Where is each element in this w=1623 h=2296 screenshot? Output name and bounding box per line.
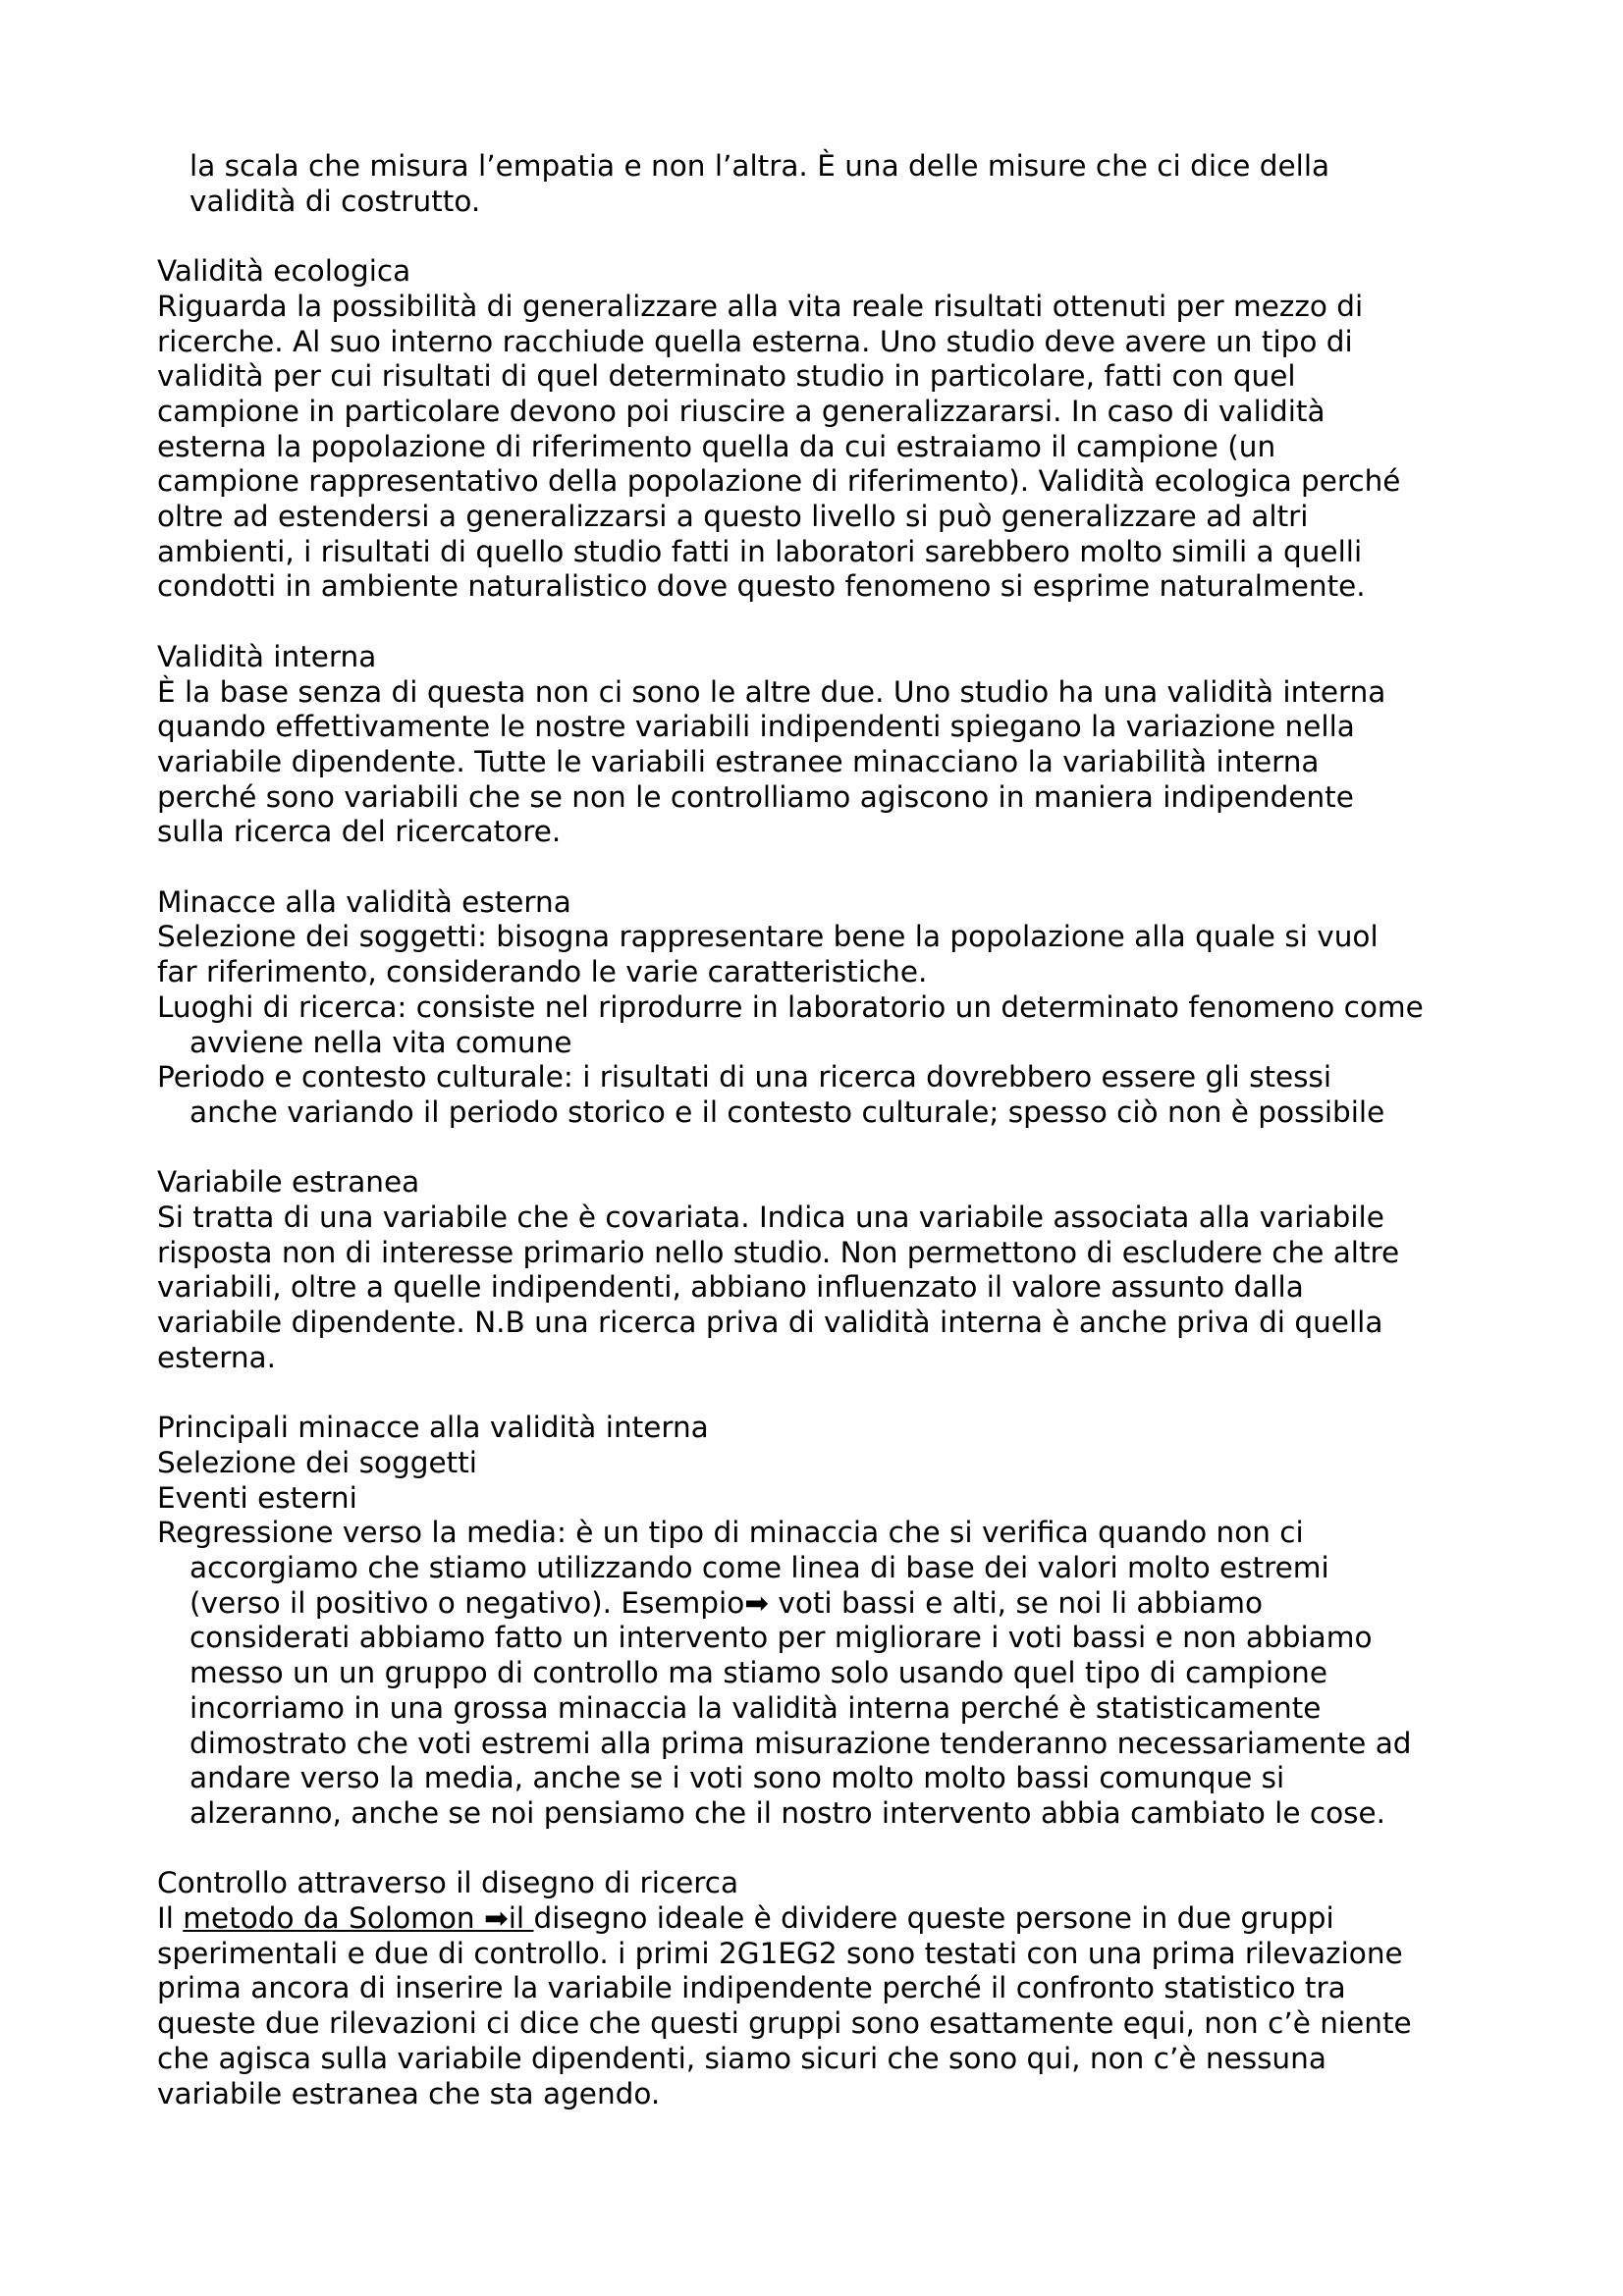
text-line: avviene nella vita comune	[189, 1025, 572, 1059]
text-line: accorgiamo che stiamo utilizzando come linea di base dei valori molto estremi	[189, 1551, 1329, 1585]
text-line: Riguarda la possibilità di generalizzare alla vita reale risultati ottenuti per mezzo di	[157, 289, 1364, 323]
text-line: la scala che misura l’empatia e non l’altra. È una delle misure che ci dice della	[189, 149, 1330, 183]
text-line	[157, 1901, 1492, 1937]
text-line: ambienti, i risultati di quello studio fatti in laboratori sarebbero molto simili a quelli	[157, 534, 1363, 568]
text-line: (verso il positivo o negativo). Esempio➡ voti bassi e alti, se noi li abbiamo	[189, 1585, 1264, 1620]
text-fragment: Il	[157, 1901, 184, 1936]
text-line: dimostrato che voti estremi alla prima misurazione tenderanno necessariamente ad	[189, 1726, 1412, 1760]
section-validita-ecologica	[157, 254, 1492, 605]
text-line: far riferimento, considerando le varie caratteristiche.	[157, 955, 928, 989]
text-line: variabile estranea che sta agendo.	[157, 2076, 661, 2110]
text-line: esterna la popolazione di riferimento quella da cui estraiamo il campione (un	[157, 429, 1276, 463]
text-line: che agisca sulla variabile dipendenti, siamo sicuri che sono qui, non c’è nessuna	[157, 2041, 1326, 2075]
text-line: Selezione dei soggetti: bisogna rappresentare bene la popolazione alla quale si vuol	[157, 920, 1379, 954]
text-line: alzeranno, anche se noi pensiamo che il nostro intervento abbia cambiato le cose.	[189, 1795, 1386, 1830]
text-line: variabili, oltre a quelle indipendenti, abbiano influenzato il valore assunto dalla	[157, 1270, 1304, 1305]
text-line: È la base senza di questa non ci sono le altre due. Uno studio ha una validità interna	[157, 674, 1386, 709]
document-page	[157, 149, 1492, 2111]
section-heading: Principali minacce alla validità interna	[157, 1411, 709, 1445]
text-line: validità per cui risultati di quel determinato studio in particolare, fatti con quel	[157, 359, 1296, 394]
text-line: condotti in ambiente naturalistico dove questo fenomeno si esprime naturalmente.	[157, 569, 1366, 604]
text-line: variabile dipendente. N.B una ricerca priva di validità interna è anche priva di quella	[157, 1306, 1383, 1340]
text-line: prima ancora di inserire la variabile indipendente perché il confronto statistico tra	[157, 1971, 1346, 2005]
intro-paragraph	[157, 149, 1492, 219]
text-line: quando effettivamente le nostre variabili indipendenti spiegano la variazione nella	[157, 710, 1355, 744]
section-minacce-esterna	[157, 885, 1492, 1131]
text-line: perché sono variabili che se non le controlliamo agiscono in maniera indipendente	[157, 779, 1354, 814]
text-line: Regressione verso la media: è un tipo di minaccia che si verifica quando non ci	[157, 1516, 1304, 1550]
section-validita-interna	[157, 640, 1492, 850]
text-line: incorriamo in una grossa minaccia la validità interna perché è statisticamente	[189, 1690, 1322, 1725]
section-heading: Validità interna	[157, 639, 377, 673]
text-line: messo un un gruppo di controllo ma stiamo solo usando quel tipo di campione	[189, 1656, 1327, 1690]
list-item: Eventi esterni	[157, 1480, 357, 1515]
section-heading: Minacce alla validità esterna	[157, 884, 571, 919]
text-line: campione in particolare devono poi riuscire a generalizzararsi. In caso di validità	[157, 394, 1325, 428]
section-heading: Controllo attraverso il disegno di ricerca	[157, 1866, 739, 1900]
text-line: andare verso la media, anche se i voti sono molto molto bassi comunque si	[189, 1761, 1285, 1795]
text-line: sulla ricerca del ricercatore.	[157, 815, 562, 849]
text-line: Luoghi di ricerca: consiste nel riprodurre in laboratorio un determinato fenomeno come	[157, 989, 1424, 1024]
section-heading: Validità ecologica	[157, 254, 411, 289]
text-line: Periodo e contesto culturale: i risultati di una ricerca dovrebbero essere gli stessi	[157, 1060, 1332, 1095]
text-line: anche variando il periodo storico e il contesto culturale; spesso ciò non è possibile	[189, 1095, 1385, 1129]
text-line: queste due rilevazioni ci dice che questi gruppi sono esattamente equi, non c’è niente	[157, 2006, 1412, 2041]
solomon-method-link[interactable]: metodo da Solomon ➡il	[183, 1901, 534, 1936]
text-line: ricerche. Al suo interno racchiude quella esterna. Uno studio deve avere un tipo di	[157, 324, 1353, 358]
text-line: esterna.	[157, 1340, 276, 1374]
text-line: oltre ad estendersi a generalizzarsi a questo livello si può generalizzare ad altri	[157, 500, 1309, 534]
text-line: sperimentali e due di controllo. i primi 2G1EG2 sono testati con una prima rilevazione	[157, 1936, 1403, 1970]
section-controllo	[157, 1866, 1492, 2111]
text-line: Si tratta di una variabile che è covariata. Indica una variabile associata alla variabile	[157, 1201, 1384, 1235]
section-minacce-interna	[157, 1411, 1492, 1831]
text-line: variabile dipendente. Tutte le variabili estranee minacciano la variabilità interna	[157, 744, 1320, 778]
text-fragment: disegno ideale è dividere queste persone in due gruppi	[533, 1901, 1334, 1936]
section-variabile-estranea	[157, 1165, 1492, 1375]
text-line: risposta non di interesse primario nello studio. Non permettono di escludere che altre	[157, 1235, 1400, 1269]
section-heading: Variabile estranea	[157, 1165, 420, 1200]
text-line: campione rappresentativo della popolazione di riferimento). Validità ecologica perché	[157, 464, 1401, 499]
list-item: Selezione dei soggetti	[157, 1445, 477, 1479]
text-line: considerati abbiamo fatto un intervento per migliorare i voti bassi e non abbiamo	[189, 1621, 1373, 1655]
text-line: validità di costrutto.	[189, 184, 481, 218]
